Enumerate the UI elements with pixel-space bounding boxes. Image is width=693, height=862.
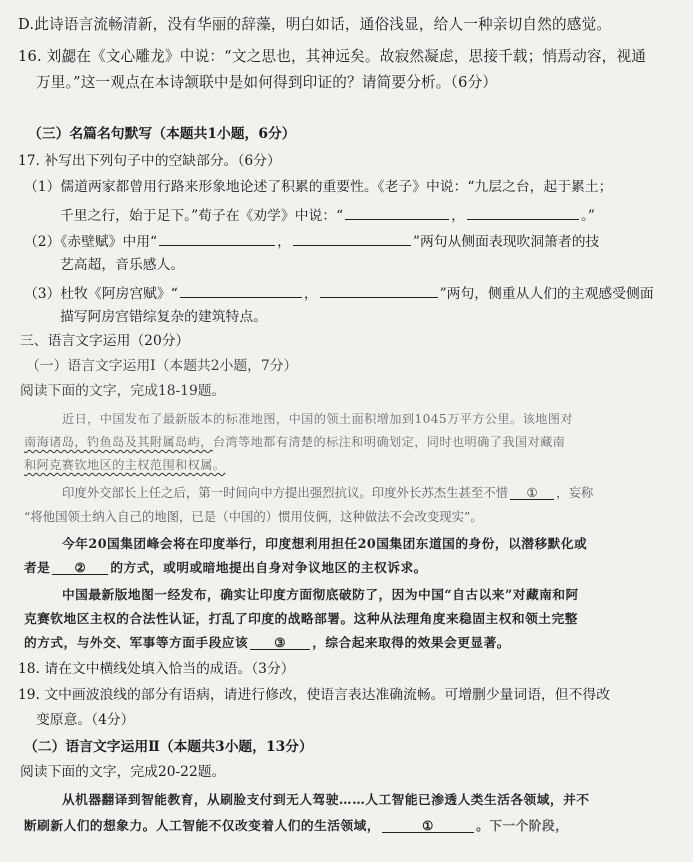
passage-4-line3: [24, 637, 510, 650]
passage-5-suffix: 。下一个阶段，: [476, 818, 569, 833]
comma: ，: [451, 208, 465, 224]
passage-3-prefix: 者是: [24, 560, 51, 575]
passage-5-line2: [24, 820, 568, 833]
question-17-1-line1: （1）儒道两家都曾用行路来形象地论述了积累的重要性。《老子》中说：“九层之台，起于累土；: [24, 179, 613, 195]
passage-4-prefix: 的方式，与外交、军事等方面手段应该: [24, 635, 249, 650]
passage-1-line1: 近日，中国发布了最新版本的标准地图，中国的领土面积增加到1045万平方公里。该地图对: [62, 412, 573, 426]
answer-blank[interactable]: [159, 233, 275, 246]
part-3-2-title: （二）语言文字运用Ⅱ（本题共3小题，13分）: [24, 739, 313, 755]
answer-blank[interactable]: [467, 207, 579, 220]
passage-2-line1-end: ，妄称: [556, 485, 594, 500]
passage-5-line1: 从机器翻译到智能教育，从刷脸支付到无人驾驶……人工智能已渗透人类生活各领域，并不: [62, 792, 590, 807]
question-17-1-line2: [60, 207, 595, 224]
reading-instruction-2: 阅读下面的文字，完成20-22题。: [20, 764, 226, 780]
passage-2-line1-text: 印度外交部长上任之后，第一时间向中方提出强烈抗议。印度外长苏杰生甚至不惜: [62, 485, 509, 500]
question-16-line2: 万里。”这一观点在本诗颔联中是如何得到印证的？请简要分析。（6分）: [36, 74, 498, 91]
question-17-3-suffix: ”两句，侧重从人们的主观感受侧面: [439, 286, 654, 302]
passage-3-suffix: 的方式，或明或暗地提出自身对争议地区的主权诉求。: [110, 560, 427, 575]
passage-5-prefix: 断刷新人们的想象力。人工智能不仅改变着人们的生活领域，: [24, 818, 381, 833]
answer-blank[interactable]: [180, 285, 302, 298]
blank-5-1[interactable]: ①: [382, 820, 474, 833]
passage-3-line1: 今年20国集团峰会将在印度举行，印度想利用担任20国集团东道国的身份，以潜移默化或: [62, 536, 588, 551]
passage-2-line1: [62, 487, 593, 500]
part-3-1-title: （一）语言文字运用Ⅰ（本题共2小题，7分）: [26, 358, 298, 374]
answer-blank[interactable]: [293, 233, 411, 246]
blank-3[interactable]: ③: [250, 637, 310, 650]
passage-1-line3: [24, 459, 225, 471]
question-18: 18. 请在文中横线处填入恰当的成语。（3分）: [18, 661, 295, 677]
closing-quote: 。”: [580, 208, 595, 224]
blank-2[interactable]: ②: [52, 562, 108, 575]
wavy-underlined-text: 和阿克赛钦地区的主权范围和权属。: [24, 458, 226, 472]
comma: ，: [303, 286, 318, 302]
question-17-3-line1: [24, 285, 654, 302]
option-d-text: D.此诗语言流畅清新，没有华丽的辞藻，明白如话，通俗浅显，给人一种亲切自然的感觉。: [18, 16, 612, 33]
question-19-line1: 19. 文中画波浪线的部分有语病，请进行修改，使语言表达准确流畅。可增删少量词语，但不得改: [18, 687, 610, 703]
passage-3-line2: [24, 562, 427, 575]
question-17-2-prefix: （2）《赤壁赋》中用“: [24, 234, 158, 250]
blank-1[interactable]: ①: [510, 487, 554, 500]
passage-4-line1: 中国最新版地图一经发布，确实让印度方面彻底破防了，因为中国“自古以来”对藏南和阿: [62, 587, 579, 602]
part-3-title: 三、语言文字运用（20分）: [20, 333, 190, 349]
answer-blank[interactable]: [320, 285, 438, 298]
wavy-underlined-text: 南海诸岛，钓鱼岛及其附属岛屿，: [24, 435, 213, 449]
section-3-title: （三）名篇名句默写（本题共1小题，6分）: [28, 126, 296, 142]
question-17-3-line2: 描写阿房宫错综复杂的建筑特点。: [60, 309, 267, 325]
question-17-2-line1: [24, 233, 599, 250]
question-16-line1: 16. 刘勰在《文心雕龙》中说：“文之思也，其神远矣。故寂然凝虑，思接千载；悄焉动容，视通: [18, 48, 647, 65]
passage-4-suffix: ，综合起来取得的效果会更显著。: [312, 635, 510, 650]
question-17-1-prefix: 千里之行，始于足下。”荀子在《劝学》中说：“: [60, 208, 344, 224]
passage-4-line2: 克赛钦地区主权的合法性认证，打乱了印度的战略部署。这种从法理角度来稳固主权和领土完整: [24, 611, 578, 626]
passage-2-line2: “将他国领土纳入自己的地图，已是（中国的）惯用伎俩，这种做法不会改变现实”。: [24, 509, 483, 524]
answer-blank[interactable]: [345, 207, 449, 220]
question-17-2-line2: 艺高超，音乐感人。: [60, 257, 185, 273]
question-17-3-prefix: （3）杜牧《阿房宫赋》“: [24, 286, 178, 302]
question-19-line2: 变原意。（4分）: [36, 712, 135, 728]
passage-1-line2: [24, 436, 565, 448]
reading-instruction-1: 阅读下面的文字，完成18-19题。: [20, 383, 226, 399]
comma: ，: [277, 234, 291, 250]
question-17-2-suffix: ”两句从侧面表现吹洞箫者的技: [412, 234, 600, 250]
passage-1-line2-rest: 台湾等地都有清楚的标注和明确划定，同时也明确了我国对藏南: [212, 435, 566, 449]
question-17-title: 17. 补写出下列句子中的空缺部分。（6分）: [18, 153, 281, 169]
